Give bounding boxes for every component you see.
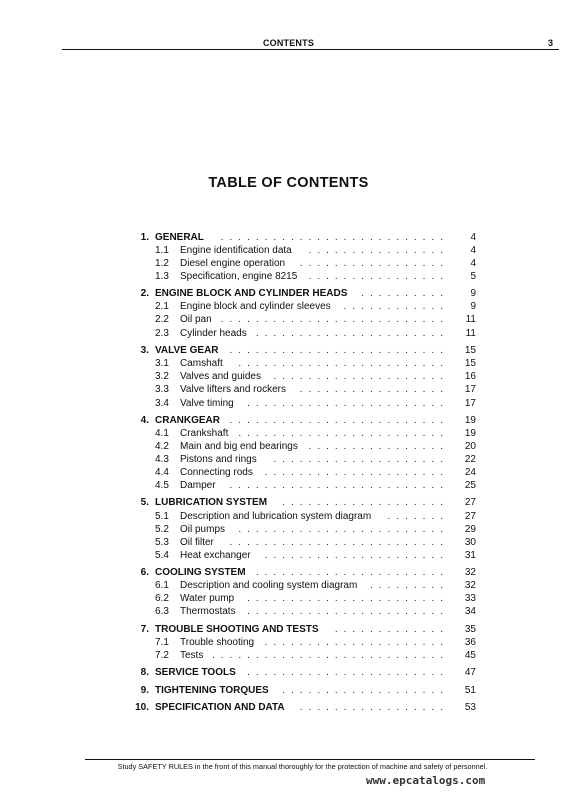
toc-leader-dots: ........................ xyxy=(238,358,449,369)
toc-number: 5.1 xyxy=(155,511,169,522)
toc-label: SPECIFICATION AND DATA xyxy=(155,702,285,713)
toc-number: 1.3 xyxy=(155,271,169,282)
toc-label: Water pump xyxy=(180,593,235,604)
toc-section-row xyxy=(0,649,577,662)
toc-page-number: 30 xyxy=(464,537,476,548)
toc-leader-dots: ................. xyxy=(299,702,449,713)
toc-chapter-row xyxy=(0,684,577,697)
toc-label: Heat exchanger xyxy=(180,550,251,561)
toc-label: CRANKGEAR xyxy=(155,415,220,426)
toc-section-row xyxy=(0,300,577,313)
toc-number: 6. xyxy=(140,567,149,578)
toc-leader-dots: ......................... xyxy=(229,415,449,426)
toc-section-row xyxy=(0,397,577,410)
toc-page-number: 15 xyxy=(464,345,476,356)
toc-section-row xyxy=(0,427,577,440)
toc-chapter-row xyxy=(0,701,577,714)
toc-leader-dots: ....................... xyxy=(247,398,449,409)
toc-page-number: 25 xyxy=(464,480,476,491)
toc-page-number: 4 xyxy=(470,245,476,256)
toc-label: Valve timing xyxy=(180,398,234,409)
toc-number: 6.1 xyxy=(155,580,169,591)
toc-leader-dots: .......................... xyxy=(220,232,449,243)
toc-page-number: 19 xyxy=(464,415,476,426)
toc-leader-dots: ....................... xyxy=(247,667,449,678)
toc-chapter-row xyxy=(0,566,577,579)
toc-page-number: 45 xyxy=(464,650,476,661)
toc-leader-dots: ......................... xyxy=(229,537,449,548)
toc-section-row xyxy=(0,383,577,396)
toc-chapter-row xyxy=(0,414,577,427)
toc-page-number: 31 xyxy=(464,550,476,561)
toc-number: 1.1 xyxy=(155,245,169,256)
toc-label: Description and lubrication system diagram xyxy=(180,511,372,522)
toc-label: Diesel engine operation xyxy=(180,258,286,269)
toc-leader-dots: .................... xyxy=(273,454,449,465)
toc-number: 9. xyxy=(140,685,149,696)
page-number: 3 xyxy=(548,38,554,48)
toc-number: 4.1 xyxy=(155,428,169,439)
toc-label: GENERAL xyxy=(155,232,204,243)
toc-leader-dots: .................... xyxy=(273,371,449,382)
toc-leader-dots: .......... xyxy=(361,288,449,299)
toc-number: 4.2 xyxy=(155,441,169,452)
toc-section-row xyxy=(0,605,577,618)
toc-page-number: 32 xyxy=(464,567,476,578)
toc-number: 2.3 xyxy=(155,328,169,339)
footer-rule xyxy=(85,759,535,760)
toc-label: VALVE GEAR xyxy=(155,345,219,356)
toc-leader-dots: ................ xyxy=(308,441,449,452)
toc-label: COOLING SYSTEM xyxy=(155,567,246,578)
toc-section-row xyxy=(0,370,577,383)
toc-leader-dots: ................. xyxy=(299,258,449,269)
toc-section-row xyxy=(0,440,577,453)
toc-number: 2.2 xyxy=(155,314,169,325)
toc-leader-dots: ..................... xyxy=(264,550,449,561)
toc-section-row xyxy=(0,510,577,523)
toc-page-number: 53 xyxy=(464,702,476,713)
toc-label: Trouble shooting xyxy=(180,637,255,648)
toc-label: Crankshaft xyxy=(180,428,229,439)
toc-label: Cylinder heads xyxy=(180,328,247,339)
toc-leader-dots: .......................... xyxy=(220,314,449,325)
toc-section-row xyxy=(0,453,577,466)
toc-leader-dots: ........................ xyxy=(238,524,449,535)
toc-number: 2.1 xyxy=(155,301,169,312)
toc-number: 7. xyxy=(140,624,149,635)
toc-leader-dots: ............. xyxy=(334,624,449,635)
toc-page-number: 36 xyxy=(464,637,476,648)
toc-number: 3. xyxy=(140,345,149,356)
toc-page-number: 35 xyxy=(464,624,476,635)
toc-leader-dots: ................... xyxy=(282,685,449,696)
toc-chapter-row xyxy=(0,666,577,679)
toc-page-number: 5 xyxy=(470,271,476,282)
toc-number: 5. xyxy=(140,497,149,508)
toc-leader-dots: ................... xyxy=(282,497,449,508)
toc-section-row xyxy=(0,636,577,649)
toc-leader-dots: ...................... xyxy=(255,328,449,339)
toc-section-row xyxy=(0,466,577,479)
toc-page-number: 29 xyxy=(464,524,476,535)
toc-label: SERVICE TOOLS xyxy=(155,667,236,678)
toc-number: 4.5 xyxy=(155,480,169,491)
toc-section-row xyxy=(0,536,577,549)
toc-label: Description and cooling system diagram xyxy=(180,580,358,591)
toc-page-number: 27 xyxy=(464,511,476,522)
toc-section-row xyxy=(0,313,577,326)
toc-chapter-row xyxy=(0,344,577,357)
toc-page-number: 16 xyxy=(464,371,476,382)
watermark: www.epcatalogs.com xyxy=(366,774,486,787)
toc-number: 3.1 xyxy=(155,358,169,369)
toc-label: Camshaft xyxy=(180,358,223,369)
toc-label: Damper xyxy=(180,480,216,491)
toc-number: 6.2 xyxy=(155,593,169,604)
toc-label: Tests xyxy=(180,650,204,661)
toc-leader-dots: ...................... xyxy=(255,567,449,578)
toc-leader-dots: ......................... xyxy=(229,480,449,491)
toc-page-number: 22 xyxy=(464,454,476,465)
toc-label: TIGHTENING TORQUES xyxy=(155,685,269,696)
toc-page-number: 11 xyxy=(465,328,476,339)
toc-page-number: 47 xyxy=(464,667,476,678)
toc-page-number: 11 xyxy=(465,314,476,325)
toc-page-number: 4 xyxy=(470,232,476,243)
toc-label: Connecting rods xyxy=(180,467,253,478)
toc-leader-dots: ......... xyxy=(369,580,449,591)
toc-label: Main and big end bearings xyxy=(180,441,298,452)
toc-leader-dots: ..................... xyxy=(264,467,449,478)
toc-leader-dots: ................ xyxy=(308,245,449,256)
toc-label: TROUBLE SHOOTING AND TESTS xyxy=(155,624,319,635)
toc-leader-dots: ........................... xyxy=(211,650,449,661)
toc-page-number: 27 xyxy=(464,497,476,508)
toc-page-number: 9 xyxy=(470,301,476,312)
toc-number: 7.2 xyxy=(155,650,169,661)
toc-section-row xyxy=(0,270,577,283)
toc-leader-dots: ....... xyxy=(387,511,449,522)
toc-section-row xyxy=(0,257,577,270)
toc-section-row xyxy=(0,244,577,257)
toc-page-number: 51 xyxy=(464,685,476,696)
toc-label: Valves and guides xyxy=(180,371,261,382)
toc-number: 3.3 xyxy=(155,384,169,395)
toc-chapter-row xyxy=(0,496,577,509)
toc-number: 5.2 xyxy=(155,524,169,535)
toc-label: Thermostats xyxy=(180,606,236,617)
toc-page-number: 17 xyxy=(464,398,476,409)
toc-number: 5.4 xyxy=(155,550,169,561)
toc-leader-dots: ....................... xyxy=(247,593,449,604)
toc-label: Engine identification data xyxy=(180,245,292,256)
toc-leader-dots: ............ xyxy=(343,301,449,312)
toc-number: 3.4 xyxy=(155,398,169,409)
toc-number: 4. xyxy=(140,415,149,426)
toc-section-row xyxy=(0,523,577,536)
toc-page-number: 24 xyxy=(464,467,476,478)
toc-label: Engine block and cylinder sleeves xyxy=(180,301,331,312)
toc-number: 2. xyxy=(140,288,149,299)
toc-label: Specification, engine 8215 xyxy=(180,271,298,282)
toc-section-row xyxy=(0,327,577,340)
toc-leader-dots: ..................... xyxy=(264,637,449,648)
toc-number: 1. xyxy=(140,232,149,243)
toc-section-row xyxy=(0,592,577,605)
toc-page-number: 9 xyxy=(470,288,476,299)
toc-chapter-row xyxy=(0,287,577,300)
toc-number: 1.2 xyxy=(155,258,169,269)
toc-number: 10. xyxy=(135,702,149,713)
toc-chapter-row xyxy=(0,231,577,244)
toc-number: 4.4 xyxy=(155,467,169,478)
toc-leader-dots: ....................... xyxy=(247,606,449,617)
toc-section-row xyxy=(0,579,577,592)
toc-number: 5.3 xyxy=(155,537,169,548)
toc-leader-dots: ................ xyxy=(308,271,449,282)
toc-page-number: 34 xyxy=(464,606,476,617)
toc-page-number: 15 xyxy=(464,358,476,369)
toc-label: LUBRICATION SYSTEM xyxy=(155,497,268,508)
toc-section-row xyxy=(0,549,577,562)
toc-page-number: 19 xyxy=(464,428,476,439)
toc-number: 7.1 xyxy=(155,637,169,648)
toc-label: ENGINE BLOCK AND CYLINDER HEADS xyxy=(155,288,348,299)
toc-number: 6.3 xyxy=(155,606,169,617)
toc-chapter-row xyxy=(0,623,577,636)
toc-number: 8. xyxy=(140,667,149,678)
running-header: CONTENTS xyxy=(262,38,315,48)
toc-number: 3.2 xyxy=(155,371,169,382)
toc-label: Valve lifters and rockers xyxy=(180,384,286,395)
safety-note: Study SAFETY RULES in the front of this manual thoroughly for the protection of machine and safety of personnel. xyxy=(117,762,488,771)
toc-page-number: 17 xyxy=(464,384,476,395)
toc-number: 4.3 xyxy=(155,454,169,465)
toc-page-number: 33 xyxy=(464,593,476,604)
toc-label: Oil filter xyxy=(180,537,214,548)
toc-section-row xyxy=(0,479,577,492)
toc-leader-dots: ......................... xyxy=(229,345,449,356)
toc-label: Oil pan xyxy=(180,314,212,325)
toc-section-row xyxy=(0,357,577,370)
toc-leader-dots: ................. xyxy=(299,384,449,395)
toc-page-number: 20 xyxy=(464,441,476,452)
toc-page-number: 4 xyxy=(470,258,476,269)
toc-page-number: 32 xyxy=(464,580,476,591)
toc-label: Pistons and rings xyxy=(180,454,257,465)
page-title: TABLE OF CONTENTS xyxy=(208,175,369,191)
toc-label: Oil pumps xyxy=(180,524,226,535)
toc-leader-dots: ........................ xyxy=(238,428,449,439)
